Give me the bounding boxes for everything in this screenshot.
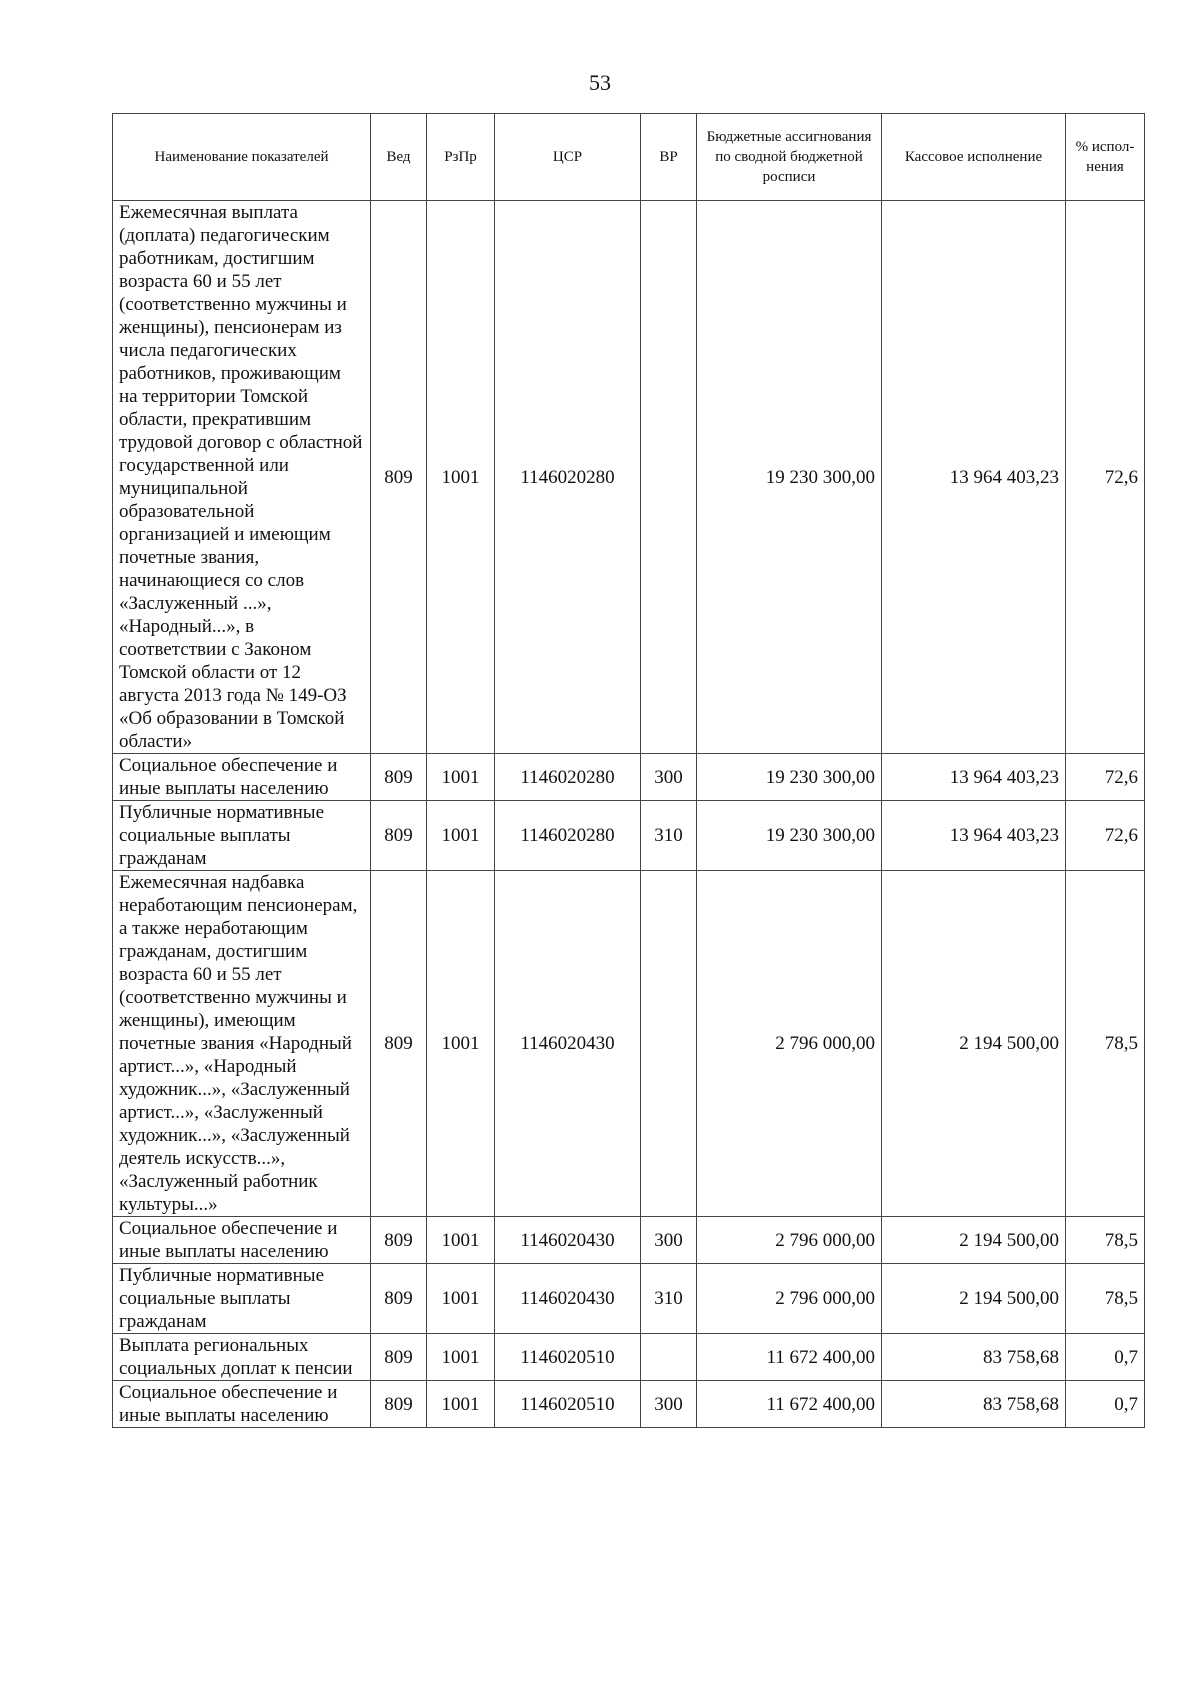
row-ved: 809 [371,1381,427,1428]
row-ved: 809 [371,871,427,1217]
row-csr: 1146020280 [495,201,641,754]
row-rzpr: 1001 [427,1217,495,1264]
row-execution-percent: 78,5 [1066,871,1145,1217]
row-vr: 300 [641,754,697,801]
page-number: 53 [589,70,611,95]
row-rzpr: 1001 [427,1264,495,1334]
header-name: Наименование показателей [113,114,371,201]
row-execution-percent: 0,7 [1066,1334,1145,1381]
row-csr: 1146020430 [495,1264,641,1334]
row-vr [641,871,697,1217]
row-assignments: 11 672 400,00 [697,1381,882,1428]
header-assignments: Бюджетные ассигнования по сводной бюджетной росписи [697,114,882,201]
header-execution-percent: % испол-нения [1066,114,1145,201]
table-row [113,201,1145,754]
row-rzpr: 1001 [427,1334,495,1381]
row-csr: 1146020280 [495,801,641,871]
row-vr: 310 [641,801,697,871]
table-row [113,871,1145,1217]
row-vr [641,201,697,754]
row-ved: 809 [371,801,427,871]
header-csr: ЦСР [495,114,641,201]
table-row [113,1381,1145,1428]
table-row [113,1264,1145,1334]
row-name: Выплата региональных социальных доплат к пенсии [113,1334,371,1381]
row-rzpr: 1001 [427,801,495,871]
row-assignments: 19 230 300,00 [697,201,882,754]
row-rzpr: 1001 [427,871,495,1217]
row-cash-execution: 13 964 403,23 [882,201,1066,754]
row-assignments: 19 230 300,00 [697,801,882,871]
row-assignments: 11 672 400,00 [697,1334,882,1381]
row-assignments: 2 796 000,00 [697,871,882,1217]
row-ved: 809 [371,1334,427,1381]
row-csr: 1146020510 [495,1334,641,1381]
header-rzpr: РзПр [427,114,495,201]
row-vr: 310 [641,1264,697,1334]
budget-execution-table [112,113,1145,1428]
row-ved: 809 [371,1264,427,1334]
row-execution-percent: 72,6 [1066,801,1145,871]
row-assignments: 2 796 000,00 [697,1264,882,1334]
row-vr: 300 [641,1381,697,1428]
header-cash-execution: Кассовое исполнение [882,114,1066,201]
row-name: Социальное обеспечение и иные выплаты населению [113,754,371,801]
row-csr: 1146020430 [495,871,641,1217]
row-vr: 300 [641,1217,697,1264]
row-name: Ежемесячная выплата (доплата) педагогическим работникам, достигшим возраста 60 и 55 лет (соответственно мужчины и женщины), пенсионерам из числа педагогических работников, проживающим на территории Томской области, прекратившим трудовой договор с областной государственной или муниципальной образовательной организацией и имеющим почетные звания, начинающиеся со слов «Заслуженный ...», «Народный...», в соответствии с Законом Томской области от 12 августа 2013 года № 149-ОЗ «Об образовании в Томской области» [113,201,371,754]
row-cash-execution: 2 194 500,00 [882,1264,1066,1334]
row-name: Публичные нормативные социальные выплаты гражданам [113,1264,371,1334]
row-assignments: 2 796 000,00 [697,1217,882,1264]
table-header-row [113,114,1145,201]
row-name: Социальное обеспечение и иные выплаты населению [113,1381,371,1428]
row-cash-execution: 2 194 500,00 [882,871,1066,1217]
row-execution-percent: 78,5 [1066,1264,1145,1334]
row-cash-execution: 83 758,68 [882,1334,1066,1381]
row-rzpr: 1001 [427,754,495,801]
row-name: Публичные нормативные социальные выплаты гражданам [113,801,371,871]
row-vr [641,1334,697,1381]
row-rzpr: 1001 [427,201,495,754]
row-ved: 809 [371,201,427,754]
row-csr: 1146020430 [495,1217,641,1264]
table-row [113,801,1145,871]
row-csr: 1146020280 [495,754,641,801]
table-row [113,1217,1145,1264]
table-row [113,1334,1145,1381]
row-name: Ежемесячная надбавка неработающим пенсионерам, а также неработающим гражданам, достигшим возраста 60 и 55 лет (соответственно мужчины и женщины), имеющим почетные звания «Народный артист...», «Народный художник...», «Заслуженный артист...», «Заслуженный художник...», «Заслуженный деятель искусств...», «Заслуженный работник культуры...» [113,871,371,1217]
row-execution-percent: 72,6 [1066,754,1145,801]
row-cash-execution: 13 964 403,23 [882,754,1066,801]
row-cash-execution: 2 194 500,00 [882,1217,1066,1264]
row-cash-execution: 83 758,68 [882,1381,1066,1428]
row-execution-percent: 78,5 [1066,1217,1145,1264]
header-ved: Вед [371,114,427,201]
table-row [113,754,1145,801]
row-rzpr: 1001 [427,1381,495,1428]
row-csr: 1146020510 [495,1381,641,1428]
row-assignments: 19 230 300,00 [697,754,882,801]
header-vr: ВР [641,114,697,201]
row-execution-percent: 0,7 [1066,1381,1145,1428]
row-cash-execution: 13 964 403,23 [882,801,1066,871]
row-ved: 809 [371,754,427,801]
row-execution-percent: 72,6 [1066,201,1145,754]
row-name: Социальное обеспечение и иные выплаты населению [113,1217,371,1264]
row-ved: 809 [371,1217,427,1264]
